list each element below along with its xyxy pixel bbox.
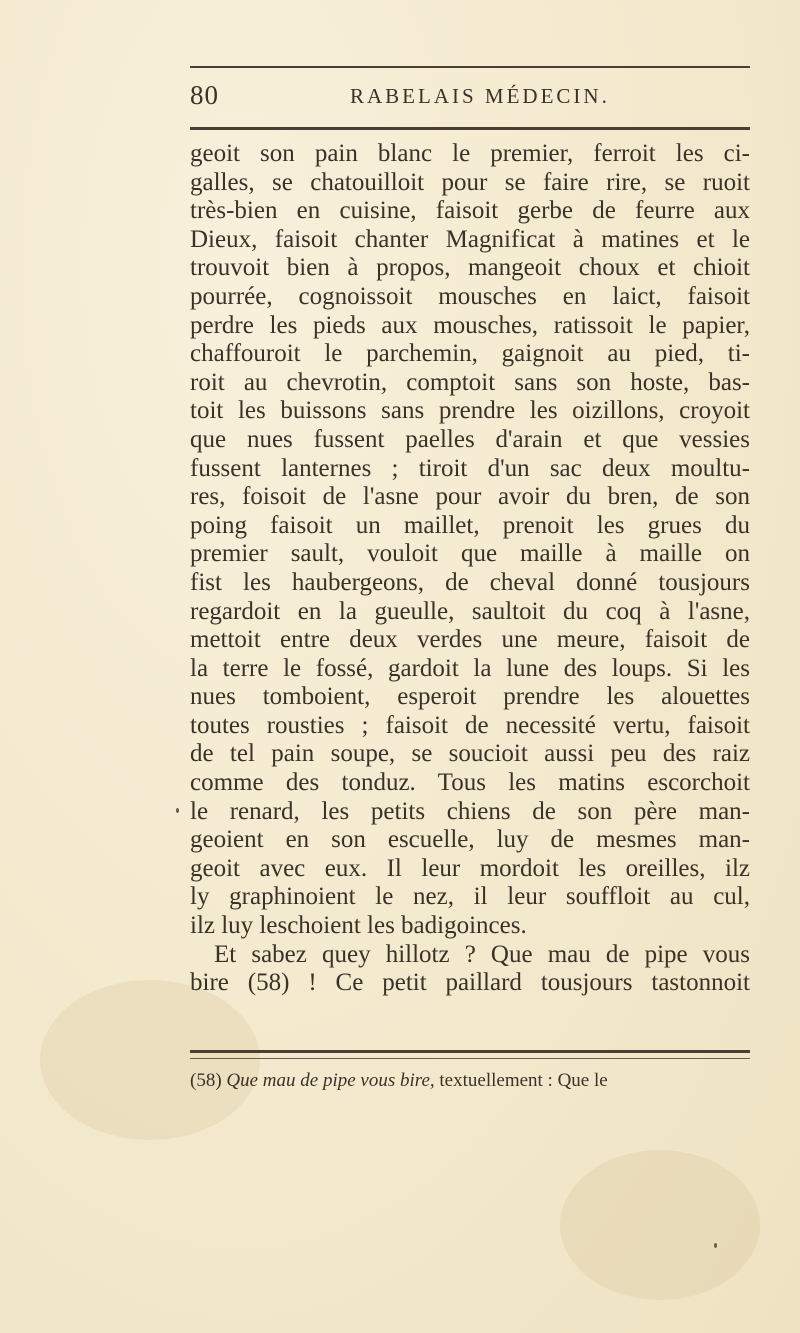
running-title: RABELAIS MÉDECIN.	[350, 84, 610, 108]
text-line: très-bien en cuisine, faisoit gerbe de feurre aux	[190, 197, 750, 225]
text-line: ilz luy leschoient les badigoinces.	[190, 912, 527, 940]
footnote-rule	[190, 1050, 750, 1053]
text-line: geoit son pain blanc le premier, ferroit les ci-	[190, 140, 750, 167]
text-line: comme des tonduz. Tous les matins escorchoit	[190, 769, 750, 797]
text-line: perdre les pieds aux mousches, ratissoit le papier,	[190, 311, 750, 339]
text-line: bire (58) ! Ce petit paillard tousjours tastonnoit	[190, 969, 750, 997]
text-line: geoient en son escuelle, luy de mesmes man-	[190, 826, 750, 854]
text-line: fussent lanternes ; tiroit d'un sac deux moultu-	[190, 454, 750, 482]
text-line: toit les buissons sans prendre les oizillons, croyoit	[190, 397, 750, 425]
text-line: poing faisoit un maillet, prenoit les grues du	[190, 511, 750, 539]
text-line: roit au chevrotin, comptoit sans son hoste, bas-	[190, 368, 750, 396]
paper-stain	[560, 1150, 760, 1300]
footnote-marker: (58)	[190, 1070, 222, 1091]
text-line: Et sabez quey hillotz ? Que mau de pipe vous	[214, 940, 750, 968]
text-line: le renard, les petits chiens de son père man-	[190, 797, 750, 825]
text-line: geoit avec eux. Il leur mordoit les oreilles, ilz	[190, 854, 750, 882]
text-line: res, foisoit de l'asne pour avoir du bren, de son	[190, 483, 750, 511]
text-line: mettoit entre deux verdes une meure, faisoit de	[190, 626, 750, 654]
footnote-rule-thin	[190, 1058, 750, 1059]
text-line: chaffouroit le parchemin, gaignoit au pied, ti-	[190, 340, 750, 368]
text-line: ly graphinoient le nez, il leur souffloit au cul,	[190, 883, 750, 911]
text-line: nues tomboient, esperoit prendre les alouettes	[190, 683, 750, 711]
ink-speck	[714, 1243, 717, 1248]
text-line: regardoit en la gueulle, saultoit du coq à l'asne,	[190, 597, 750, 625]
text-line: galles, se chatouilloit pour se faire rire, se ruoit	[190, 168, 750, 196]
header-rule	[190, 127, 750, 130]
text-line: la terre le fossé, gardoit la lune des loups. Si les	[190, 654, 750, 682]
text-line: Dieux, faisoit chanter Magnificat à matines et le	[190, 225, 750, 253]
text-line: fist les haubergeons, de cheval donné tousjours	[190, 568, 750, 596]
page-header	[190, 80, 750, 116]
text-line: premier sault, vouloit que maille à maille on	[190, 540, 750, 568]
paper-stain	[40, 980, 260, 1140]
text-line: pourrée, cognoissoit mousches en laict, faisoit	[190, 282, 750, 310]
footnote	[190, 1068, 750, 1094]
text-line: de tel pain soupe, se soucioit aussi peu des raiz	[190, 740, 750, 768]
footnote-text: textuellement : Que le	[439, 1070, 608, 1091]
text-line: que nues fussent paelles d'arain et que vessies	[190, 425, 750, 453]
body-text	[190, 140, 750, 998]
footnote-quote: Que mau de pipe vous bire,	[226, 1070, 435, 1091]
page-number: 80	[190, 80, 219, 110]
text-line: toutes rousties ; faisoit de necessité vertu, faisoit	[190, 711, 750, 739]
ink-speck	[176, 808, 179, 813]
top-rule	[190, 66, 750, 68]
text-line: trouvoit bien à propos, mangeoit choux et chioit	[190, 254, 750, 282]
